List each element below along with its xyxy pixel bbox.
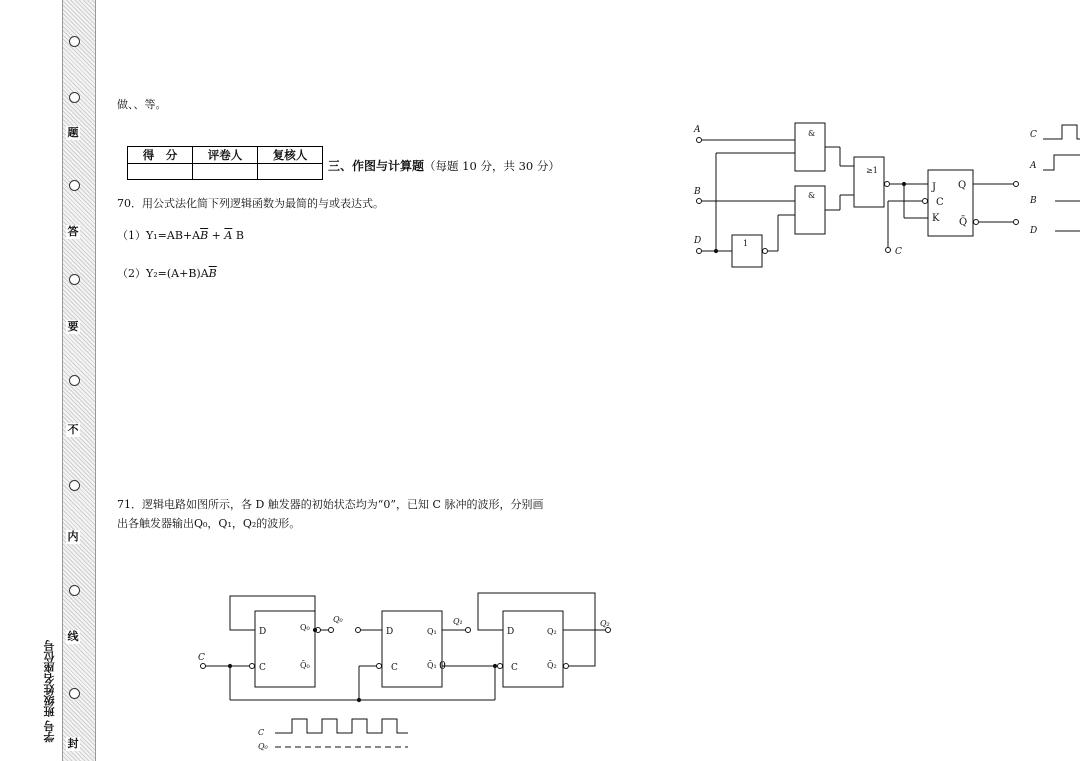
- ff1-d-label: D: [386, 627, 394, 637]
- seal-char: 线: [67, 630, 79, 643]
- wave-label-b: B: [1030, 196, 1037, 206]
- ff2-q-label: Q₂: [547, 627, 557, 636]
- q70-sub2-prefix: （2）Y₂=(A+B)A: [117, 267, 209, 280]
- q70-sub1: [117, 227, 244, 243]
- top-line: 做、、等。: [117, 98, 167, 111]
- wave-label-c2: C: [258, 728, 265, 737]
- ff2-c-label: C: [511, 663, 518, 673]
- seal-char: 不: [67, 423, 79, 436]
- seal-char: 封: [67, 737, 79, 750]
- grader-header: 评卷人: [193, 147, 258, 164]
- section-title: [328, 157, 560, 174]
- ff0-c-label: C: [259, 663, 266, 673]
- binding-hole: [69, 480, 80, 491]
- reviewer-header: 复核人: [258, 147, 323, 164]
- section-title-text: 三、作图与计算题: [328, 159, 425, 173]
- circuit-2-diagram: [195, 588, 625, 761]
- jk-j-label: J: [932, 182, 937, 193]
- ff2-qbar-label: Q̄₂: [547, 661, 557, 670]
- q70-sub1-bar2: $\overline{A}$: [224, 229, 233, 242]
- circuit-1-diagram: [680, 110, 1080, 280]
- ff0-qbar-label: Q̄₀: [300, 661, 310, 670]
- ff1-qbar-label: Q̄₁: [427, 661, 437, 670]
- q70-sub1-bar1: $\overline{B}$: [200, 229, 209, 242]
- score-cell[interactable]: [128, 164, 193, 180]
- not-gate-label: 1: [743, 239, 749, 248]
- seal-char: 要: [67, 320, 79, 333]
- binding-hole: [69, 585, 80, 596]
- ff1-c-label: C: [391, 663, 398, 673]
- binding-hole: [69, 36, 80, 47]
- input-b-label: B: [694, 187, 701, 197]
- ff1-extra-label: 0: [439, 659, 446, 672]
- q70-sub1-prefix: （1）Y₁=AB+A: [117, 229, 201, 242]
- circuit2-c-input-label: C: [198, 653, 205, 663]
- or-gate-label: ≥1: [866, 166, 878, 175]
- jk-k-label: K: [932, 213, 940, 224]
- score-table: [127, 146, 323, 180]
- input-c-label: C: [895, 247, 902, 257]
- ff1-q-label: Q₁: [427, 627, 437, 636]
- binding-hole: [69, 92, 80, 103]
- q70-text: 70．用公式法化简下列逻辑函数为最简的与或表达式。: [117, 197, 384, 210]
- q71-line2: 出各触发器输出Q₀，Q₁，Q₂的波形。: [117, 517, 301, 530]
- input-d-label: D: [694, 236, 702, 246]
- ff0-q-label: Q₀: [300, 623, 310, 632]
- score-header: 得 分: [128, 147, 193, 164]
- jk-c-label: C: [936, 197, 944, 208]
- grader-cell[interactable]: [193, 164, 258, 180]
- q70-sub2-bar: $\overline{B}$: [208, 267, 217, 280]
- ff0-out-label: Q₀: [333, 615, 343, 624]
- wave-label-c: C: [1030, 130, 1037, 140]
- wave-label-q0: Q₀: [258, 742, 268, 751]
- q70-sub1-plus: +: [208, 229, 225, 242]
- ff2-out-label: Q₂: [600, 619, 610, 628]
- wave-label-d: D: [1030, 226, 1038, 236]
- and-gate-1-label: &: [808, 129, 816, 138]
- and-gate-2-label: &: [808, 191, 816, 200]
- section-note: （每题 10 分，共 30 分）: [424, 159, 560, 173]
- ff2-d-label: D: [507, 627, 515, 637]
- binding-hole: [69, 274, 80, 285]
- seal-char: 题: [67, 126, 79, 139]
- ff0-d-label: D: [259, 627, 267, 637]
- seal-char: 答: [67, 225, 79, 238]
- wave-label-a: A: [1030, 161, 1037, 171]
- q71-line1: 71．逻辑电路如图所示，各 D 触发器的初始状态均为“0”，已知 C 脉冲的波形，分别画: [117, 498, 544, 511]
- seal-char: 内: [67, 530, 79, 543]
- q70-sub2: [117, 265, 217, 281]
- ff1-out-label: Q₁: [453, 617, 463, 626]
- binding-hole: [69, 180, 80, 191]
- binding-hole: [69, 375, 80, 386]
- jk-qbar-label: Q̄: [959, 217, 968, 228]
- student-info-label: 学号 班级姓名座位号: [43, 640, 56, 743]
- q70-sub1-suffix: B: [232, 229, 244, 242]
- jk-q-label: Q: [958, 180, 967, 191]
- reviewer-cell[interactable]: [258, 164, 323, 180]
- input-a-label: A: [694, 125, 701, 135]
- binding-hole: [69, 688, 80, 699]
